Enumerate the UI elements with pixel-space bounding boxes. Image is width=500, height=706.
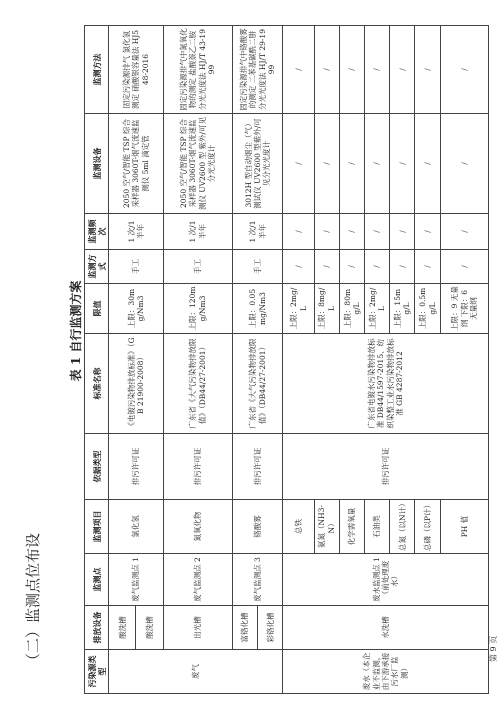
monitor-item-cell: 氨氮（NH3-N） bbox=[314, 500, 339, 554]
monitor-item-cell: 总氮（以N计） bbox=[390, 500, 415, 554]
empty-cell: / bbox=[365, 26, 390, 114]
limit-cell: 上限：8mg/L bbox=[314, 284, 339, 334]
monitor-item-cell: 总铁 bbox=[283, 500, 314, 554]
monitor-point-cell: 废气监测点 3 bbox=[232, 554, 282, 606]
monitor-item-cell: 氮氧化物 bbox=[163, 500, 232, 554]
empty-cell: / bbox=[339, 214, 364, 250]
page-number: 第 9 页 bbox=[489, 635, 498, 662]
empty-cell: / bbox=[283, 26, 314, 114]
monitor-item-cell: 总磷（以P计） bbox=[415, 500, 440, 554]
empty-cell: / bbox=[390, 250, 415, 284]
limit-cell: 上限：30mg/Nm3 bbox=[109, 284, 164, 334]
empty-cell: / bbox=[365, 114, 390, 214]
mode-cell: 手工 bbox=[109, 250, 164, 284]
monitor-point-cell: 废气监测点 1 bbox=[109, 554, 164, 606]
empty-cell: / bbox=[415, 26, 440, 114]
empty-cell: / bbox=[314, 250, 339, 284]
empty-cell: / bbox=[283, 250, 314, 284]
section-heading: （二）监测点位布设 bbox=[24, 532, 42, 668]
limit-cell: 上限：0.05mg/Nm3 bbox=[232, 284, 282, 334]
empty-cell: / bbox=[415, 250, 440, 284]
limit-cell: 上限：2mg/L bbox=[365, 284, 390, 334]
empty-cell: / bbox=[415, 214, 440, 250]
empty-cell: / bbox=[390, 114, 415, 214]
empty-cell: / bbox=[365, 250, 390, 284]
device-cell: 2050 空气/智能 TSP 综合采样器 3060T-烟气流速监测仪 5ml 滴定管 bbox=[109, 114, 164, 214]
standard-cell: 广东省《大气污染物排放限值》（DB44/27-2001） bbox=[232, 334, 282, 434]
empty-cell: / bbox=[365, 214, 390, 250]
monitor-item-cell: 石油类 bbox=[365, 500, 390, 554]
standard-cell: 广东省电镀水污染物排放标准 DB44/1597-2015、纺织染整工业水污染物排放标准 GB 4287-2012 bbox=[283, 334, 489, 434]
source-type-gas: 废气 bbox=[109, 650, 283, 694]
monitor-item-cell: 铬酸雾 bbox=[232, 500, 282, 554]
mode-cell: 手工 bbox=[163, 250, 232, 284]
limit-cell: 上限：120mg/Nm3 bbox=[163, 284, 232, 334]
empty-cell: / bbox=[415, 114, 440, 214]
header-cell: 污染源类型 bbox=[85, 650, 109, 694]
empty-cell: / bbox=[390, 214, 415, 250]
limit-cell: 上限：80mg/L bbox=[339, 284, 364, 334]
empty-cell: / bbox=[440, 114, 488, 214]
header-cell: 监测频次 bbox=[85, 214, 109, 250]
method-cell: 固定污染源排气 氯化氢测定 硝酸银容量法 HJ548-2016 bbox=[109, 26, 164, 114]
header-cell: 监测方式 bbox=[85, 250, 109, 284]
empty-cell: / bbox=[339, 250, 364, 284]
empty-cell: / bbox=[339, 114, 364, 214]
basis-cell: 排污许可证 bbox=[283, 434, 489, 500]
limit-cell: 上限：2mg/L bbox=[283, 284, 314, 334]
standard-cell: 《电镀污染物排放标准》（GB 21900-2008） bbox=[109, 334, 164, 434]
header-cell: 依据类型 bbox=[85, 434, 109, 500]
equipment-cell: 富铬化槽 bbox=[232, 606, 257, 650]
empty-cell: / bbox=[390, 26, 415, 114]
limit-cell: 上限：9 无量纲 下限：6 无量纲 bbox=[440, 284, 488, 334]
equipment-cell: 水洗槽 bbox=[283, 606, 489, 650]
empty-cell: / bbox=[283, 214, 314, 250]
basis-cell: 排污许可证 bbox=[109, 434, 164, 500]
monitor-item-cell: 化学需氧量 bbox=[339, 500, 364, 554]
frequency-cell: 1 次/1 半年 bbox=[232, 214, 282, 250]
monitor-point-cell: 废水监测点 1（前处理废水） bbox=[283, 554, 489, 606]
source-type-water: 废水（本企业不监测，由下游承接污水厂监测） bbox=[283, 650, 489, 694]
device-cell: 2050 空气/智能 TSP 综合采样器 3060T-烟气流速监测仪 UV2600 型 紫外/可见分光光度计 bbox=[163, 114, 232, 214]
equipment-cell: 出光槽 bbox=[163, 606, 232, 650]
monitor-point-cell: 废气监测点 2 bbox=[163, 554, 232, 606]
table-row bbox=[283, 26, 314, 694]
table-caption: 表 1 自行监测方案 bbox=[69, 280, 83, 382]
header-cell: 排放设备 bbox=[85, 606, 109, 650]
empty-cell: / bbox=[440, 26, 488, 114]
header-row bbox=[85, 26, 109, 694]
monitor-item-cell: 氯化氢 bbox=[109, 500, 164, 554]
equipment-cell: 酸洗槽 bbox=[136, 606, 163, 650]
monitor-item-cell: PH 值 bbox=[440, 500, 488, 554]
mode-cell: 手工 bbox=[232, 250, 282, 284]
empty-cell: / bbox=[440, 250, 488, 284]
equipment-cell: 彩铬化槽 bbox=[258, 606, 283, 650]
header-cell: 限值 bbox=[85, 284, 109, 334]
empty-cell: / bbox=[440, 214, 488, 250]
empty-cell: / bbox=[339, 26, 364, 114]
header-cell: 监测项目 bbox=[85, 500, 109, 554]
limit-cell: 上限：15mg/L bbox=[390, 284, 415, 334]
frequency-cell: 1 次/1 半年 bbox=[109, 214, 164, 250]
header-cell: 监测点 bbox=[85, 554, 109, 606]
equipment-cell: 酸洗槽 bbox=[109, 606, 136, 650]
table-row bbox=[232, 26, 257, 694]
empty-cell: / bbox=[314, 214, 339, 250]
method-cell: 固定污染源排气中氮氧化物的测定 盐酸萘乙二胺分光光度法 HJ/T 43-1999 bbox=[163, 26, 232, 114]
method-cell: 固定污染源排气中铬酸雾的测定 二苯基碳酰二肼分光光度法 HJ/T 29-1999 bbox=[232, 26, 282, 114]
table-row bbox=[109, 26, 136, 694]
basis-cell: 排污许可证 bbox=[163, 434, 232, 500]
monitoring-plan-table bbox=[84, 25, 489, 694]
table-row bbox=[163, 26, 232, 694]
header-cell: 标准名称 bbox=[85, 334, 109, 434]
empty-cell: / bbox=[314, 114, 339, 214]
header-cell: 监测方法 bbox=[85, 26, 109, 114]
frequency-cell: 1 次/1 半年 bbox=[163, 214, 232, 250]
empty-cell: / bbox=[283, 114, 314, 214]
empty-cell: / bbox=[314, 26, 339, 114]
header-cell: 监测设备 bbox=[85, 114, 109, 214]
device-cell: 3012H 型自动烟尘（气）测试仪 UV2600 型紫外/可见分光光度计 bbox=[232, 114, 282, 214]
basis-cell: 排污许可证 bbox=[232, 434, 282, 500]
standard-cell: 广东省《大气污染物排放限值》（DB44/27-2001） bbox=[163, 334, 232, 434]
limit-cell: 上限：0.5mg/L bbox=[415, 284, 440, 334]
